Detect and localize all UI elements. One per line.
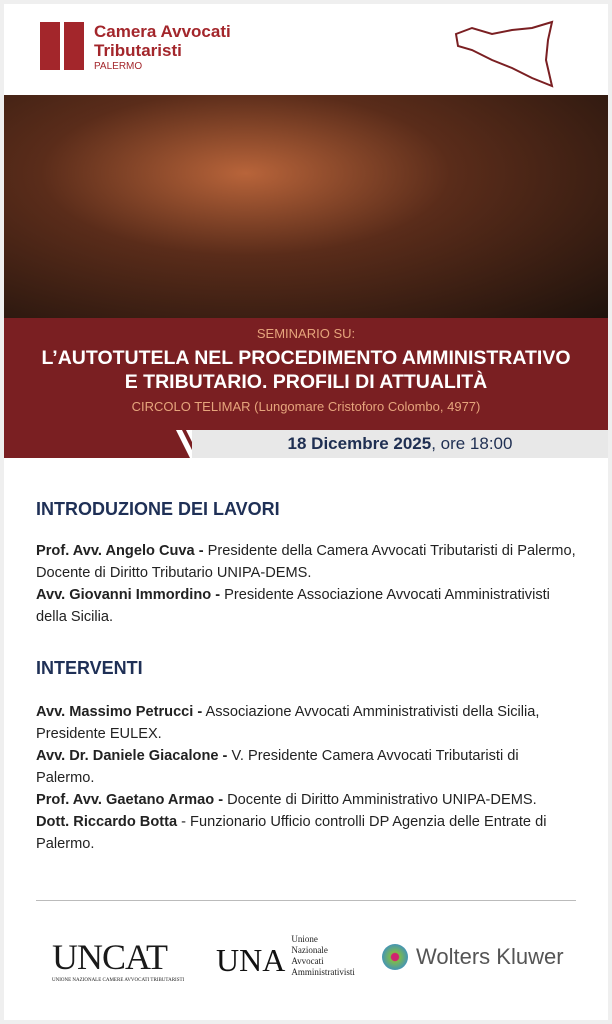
date-bar (192, 430, 608, 458)
title-line1: L’AUTOTUTELA NEL PROCEDIMENTO AMMINISTRATIVO (41, 347, 571, 369)
list-item: Prof. Avv. Gaetano Armao - Docente di Diritto Amministrativo UNIPA-DEMS. (36, 792, 537, 808)
event-date: 18 Dicembre 2025 (287, 434, 432, 453)
list-item: Avv. Giovanni Immordino - Presidente Associazione Avvocati Amministrativisti della Sicilia. (36, 587, 550, 625)
wk-globe-icon (382, 944, 408, 970)
talks-heading: INTERVENTI (36, 658, 143, 678)
uncat-logo: UNCAT UNIONE NAZIONALE CAMERE AVVOCATI TRIBUTARISTI (52, 937, 185, 983)
logo-city: PALERMO (94, 61, 143, 72)
talks-list (36, 701, 576, 855)
event-time: , ore 18:00 (431, 434, 513, 453)
wolters-kluwer-logo: Wolters Kluwer (382, 944, 564, 970)
divider (36, 900, 576, 901)
camera-avvocati-logo (40, 22, 231, 76)
list-item: Dott. Riccardo Botta - Funzionario Ufficio controlli DP Agenzia delle Entrate di Palermo. (36, 814, 547, 852)
seminar-title (4, 346, 608, 394)
gavel-hourglass-photo (4, 95, 608, 319)
una-logo: UNA Unione Nazionale Avvocati Amministrativisti (216, 934, 355, 978)
list-item: Avv. Massimo Petrucci - Associazione Avvocati Amministrativisti della Sicilia, Presidente EULEX. (36, 704, 540, 742)
intro-heading: INTRODUZIONE DEI LAVORI (36, 499, 280, 519)
sicily-association-logo (452, 20, 560, 92)
logo-line2: Tributaristi (94, 41, 182, 60)
title-banner (4, 318, 608, 458)
intro-list (36, 540, 576, 628)
list-item: Prof. Avv. Angelo Cuva - Presidente della Camera Avvocati Tributaristi di Palermo, Docente di Diritto Tributario UNIPA-DEMS. (36, 543, 576, 581)
location: CIRCOLO TELIMAR (Lungomare Cristoforo Colombo, 4977) (131, 399, 481, 414)
scales-icon (40, 22, 88, 76)
title-line2: E TRIBUTARIO. PROFILI DI ATTUALITÀ (124, 371, 488, 393)
logo-line1: Camera Avvocati (94, 22, 231, 41)
list-item: Avv. Dr. Daniele Giacalone - V. Presidente Camera Avvocati Tributaristi di Palermo. (36, 748, 519, 786)
seminar-kicker: SEMINARIO SU: (256, 326, 356, 341)
